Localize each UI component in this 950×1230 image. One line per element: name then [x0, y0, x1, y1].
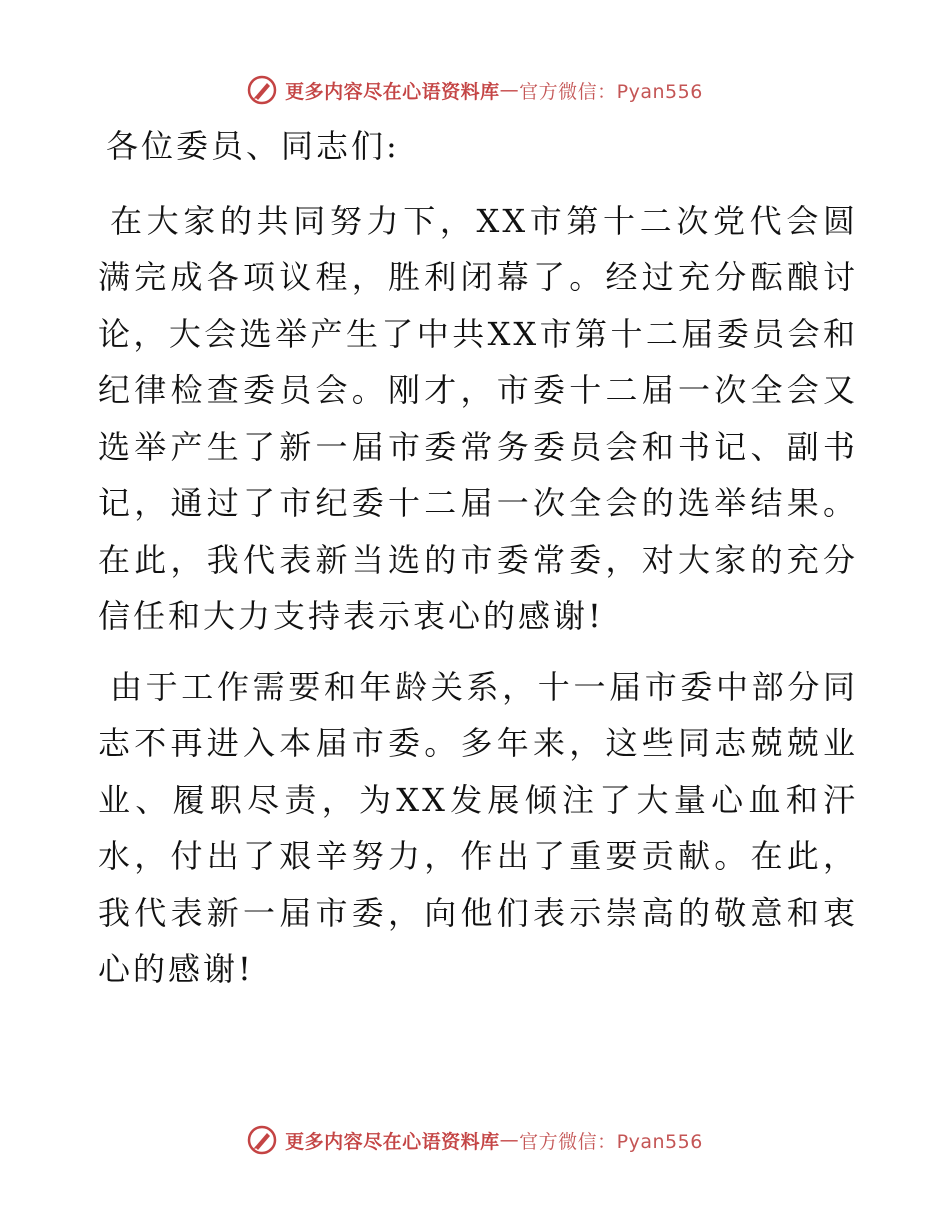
- banner-main-text: 更多内容尽在心语资料库: [285, 80, 500, 103]
- salutation: 各位委员、同志们:: [106, 127, 400, 165]
- document-body: [98, 118, 858, 1012]
- banner-wechat-text: 官方微信：Pyan556: [519, 1130, 703, 1153]
- banner-main-text: 更多内容尽在心语资料库: [285, 1130, 500, 1153]
- paragraph-1: 在大家的共同努力下，XX市第十二次党代会圆满完成各项议程，胜利闭幕了。经过充分酝酿讨论，大会选举产生了中共XX市第十二届委员会和纪律检查委员会。刚才，市委十二届一次全会又选举产生了新一届市委常务委员会和书记、副书记，通过了市纪委十二届一次全会的选举结果。在此，我代表新当选的市委常委，对大家的充分信任和大力支持表示衷心的感谢!: [98, 201, 858, 635]
- banner-separator: —: [499, 1129, 520, 1151]
- pen-seal-icon: [247, 1125, 277, 1155]
- banner-wechat-text: 官方微信：Pyan556: [519, 80, 703, 103]
- banner-separator: —: [499, 79, 520, 101]
- paragraph-2: 由于工作需要和年龄关系，十一届市委中部分同志不再进入本届市委。多年来，这些同志兢兢业业、履职尽责，为XX发展倾注了大量心血和汗水，付出了艰辛努力，作出了重要贡献。在此，我代表新一届市委，向他们表示崇高的敬意和衷心的感谢!: [98, 667, 858, 988]
- pen-seal-icon: [247, 75, 277, 105]
- footer-banner: [0, 1120, 950, 1160]
- header-banner: [0, 70, 950, 110]
